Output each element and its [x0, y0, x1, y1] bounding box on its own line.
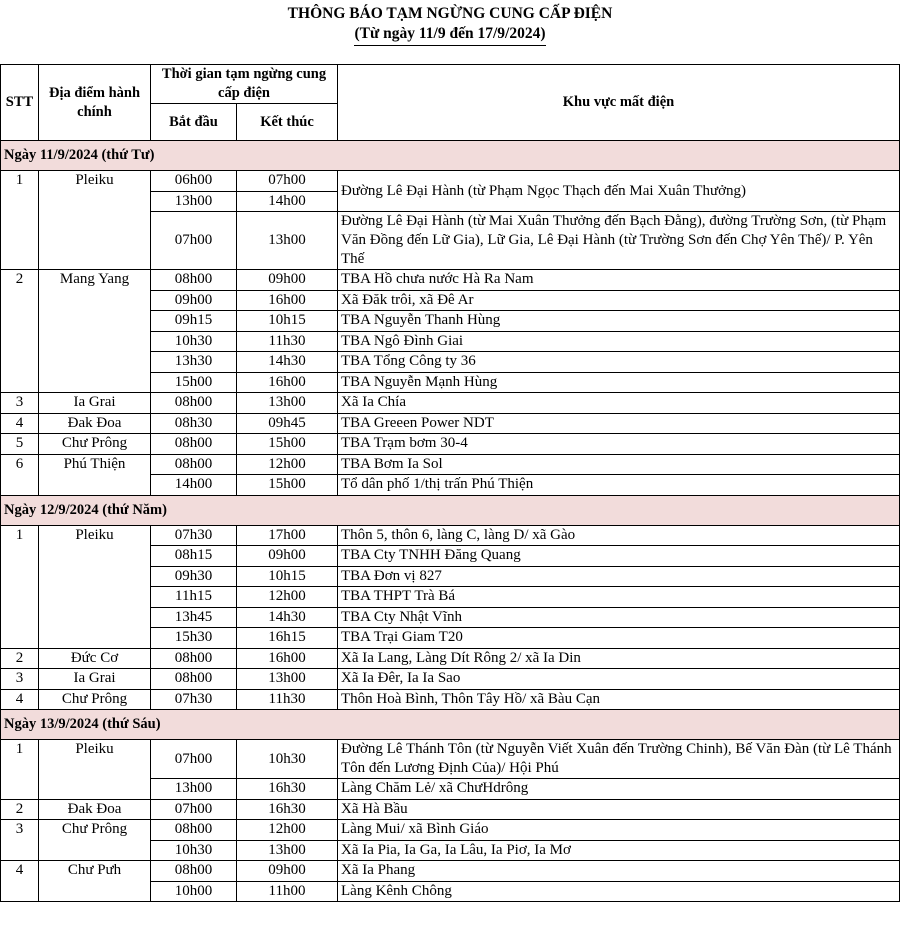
- stt-cell: 2: [1, 648, 39, 669]
- start-time-cell: 07h30: [151, 689, 237, 710]
- table-row: [1, 171, 900, 192]
- start-time-cell: 10h30: [151, 331, 237, 352]
- area-cell: Xã Đăk trôi, xã Đê Ar: [338, 290, 900, 311]
- area-cell: Xã Ia Chía: [338, 393, 900, 414]
- start-time-cell: 13h00: [151, 779, 237, 800]
- area-cell: TBA Nguyễn Thanh Hùng: [338, 311, 900, 332]
- end-time-cell: 12h00: [237, 587, 338, 608]
- end-time-cell: 09h00: [237, 270, 338, 291]
- start-time-cell: 13h30: [151, 352, 237, 373]
- end-time-cell: 16h30: [237, 799, 338, 820]
- schedule-body: [1, 141, 900, 902]
- header-end: Kết thúc: [237, 104, 338, 141]
- end-time-cell: 09h45: [237, 413, 338, 434]
- header-start: Bắt đầu: [151, 104, 237, 141]
- location-cell: Đak Đoa: [39, 799, 151, 820]
- table-row: [1, 799, 900, 820]
- location-cell: Chư Prông: [39, 820, 151, 861]
- table-row: [1, 820, 900, 841]
- end-time-cell: 14h30: [237, 607, 338, 628]
- start-time-cell: 08h30: [151, 413, 237, 434]
- end-time-cell: 13h00: [237, 669, 338, 690]
- end-time-cell: 10h15: [237, 566, 338, 587]
- area-cell: Xã Hà Bầu: [338, 799, 900, 820]
- area-cell: TBA Trại Giam T20: [338, 628, 900, 649]
- start-time-cell: 09h15: [151, 311, 237, 332]
- page-title: THÔNG BÁO TẠM NGỪNG CUNG CẤP ĐIỆN: [287, 5, 613, 22]
- header-time-group: Thời gian tạm ngừng cung cấp điện: [151, 65, 338, 104]
- end-time-cell: 13h00: [237, 212, 338, 270]
- start-time-cell: 11h15: [151, 587, 237, 608]
- end-time-cell: 14h30: [237, 352, 338, 373]
- end-time-cell: 09h00: [237, 546, 338, 567]
- location-cell: Ia Grai: [39, 669, 151, 690]
- start-time-cell: 15h00: [151, 372, 237, 393]
- stt-cell: 1: [1, 171, 39, 270]
- day-label: Ngày 12/9/2024 (thứ Năm): [1, 495, 900, 525]
- end-time-cell: 16h30: [237, 779, 338, 800]
- area-cell: TBA Đơn vị 827: [338, 566, 900, 587]
- table-row: [1, 689, 900, 710]
- location-cell: Đức Cơ: [39, 648, 151, 669]
- start-time-cell: 07h00: [151, 799, 237, 820]
- location-cell: Đak Đoa: [39, 413, 151, 434]
- area-cell: Xã Ia Pia, Ia Ga, Ia Lâu, Ia Piơ, Ia Mơ: [338, 840, 900, 861]
- end-time-cell: 10h30: [237, 740, 338, 779]
- start-time-cell: 07h00: [151, 740, 237, 779]
- header-location: Địa điểm hành chính: [39, 65, 151, 141]
- end-time-cell: 16h00: [237, 648, 338, 669]
- stt-cell: 3: [1, 820, 39, 861]
- area-cell: TBA Trạm bơm 30-4: [338, 434, 900, 455]
- location-cell: Pleiku: [39, 525, 151, 648]
- table-row: [1, 270, 900, 291]
- end-time-cell: 11h00: [237, 881, 338, 902]
- start-time-cell: 10h30: [151, 840, 237, 861]
- start-time-cell: 13h45: [151, 607, 237, 628]
- end-time-cell: 14h00: [237, 191, 338, 212]
- day-header-row: [1, 710, 900, 740]
- end-time-cell: 13h00: [237, 393, 338, 414]
- start-time-cell: 08h00: [151, 454, 237, 475]
- end-time-cell: 16h15: [237, 628, 338, 649]
- table-row: [1, 454, 900, 475]
- start-time-cell: 09h00: [151, 290, 237, 311]
- header-stt: STT: [1, 65, 39, 141]
- area-cell: Xã Ia Đêr, Ia Ia Sao: [338, 669, 900, 690]
- end-time-cell: 17h00: [237, 525, 338, 546]
- area-cell: Làng Kênh Chông: [338, 881, 900, 902]
- area-cell: Tổ dân phố 1/thị trấn Phú Thiện: [338, 475, 900, 496]
- start-time-cell: 06h00: [151, 171, 237, 192]
- location-cell: Chư Prông: [39, 689, 151, 710]
- table-row: [1, 648, 900, 669]
- location-cell: Phú Thiện: [39, 454, 151, 495]
- day-label: Ngày 11/9/2024 (thứ Tư): [1, 141, 900, 171]
- area-cell: TBA Cty TNHH Đăng Quang: [338, 546, 900, 567]
- stt-cell: 4: [1, 689, 39, 710]
- end-time-cell: 13h00: [237, 840, 338, 861]
- day-label: Ngày 13/9/2024 (thứ Sáu): [1, 710, 900, 740]
- area-cell: TBA Tổng Công ty 36: [338, 352, 900, 373]
- area-cell: TBA Greeen Power NDT: [338, 413, 900, 434]
- stt-cell: 3: [1, 669, 39, 690]
- end-time-cell: 09h00: [237, 861, 338, 882]
- start-time-cell: 08h00: [151, 648, 237, 669]
- area-cell: Làng Mui/ xã Bình Giáo: [338, 820, 900, 841]
- start-time-cell: 13h00: [151, 191, 237, 212]
- end-time-cell: 10h15: [237, 311, 338, 332]
- table-row: [1, 740, 900, 779]
- start-time-cell: 14h00: [151, 475, 237, 496]
- area-cell: Xã Ia Lang, Làng Dít Rông 2/ xã Ia Din: [338, 648, 900, 669]
- area-cell: Xã Ia Phang: [338, 861, 900, 882]
- location-cell: Ia Grai: [39, 393, 151, 414]
- outage-schedule-table: [0, 64, 900, 902]
- end-time-cell: 15h00: [237, 434, 338, 455]
- table-row: [1, 525, 900, 546]
- start-time-cell: 07h30: [151, 525, 237, 546]
- area-cell: Đường Lê Đại Hành (từ Mai Xuân Thưởng đến Bạch Đằng), đường Trường Sơn, (từ Phạm Văn Đồng đến Lữ Gia), Lữ Gia, Lê Đại Hành (từ Trường Sơn đến Chợ Yên Thế)/ P. Yên Thế: [338, 212, 900, 270]
- day-header-row: [1, 141, 900, 171]
- start-time-cell: 08h00: [151, 669, 237, 690]
- area-cell: Thôn Hoà Bình, Thôn Tây Hồ/ xã Bàu Cạn: [338, 689, 900, 710]
- stt-cell: 1: [1, 525, 39, 648]
- area-cell: TBA Nguyễn Mạnh Hùng: [338, 372, 900, 393]
- header-area: Khu vực mất điện: [338, 65, 900, 141]
- start-time-cell: 08h00: [151, 434, 237, 455]
- table-row: [1, 393, 900, 414]
- area-cell: Đường Lê Đại Hành (từ Phạm Ngọc Thạch đến Mai Xuân Thưởng): [338, 171, 900, 212]
- location-cell: Mang Yang: [39, 270, 151, 393]
- stt-cell: 2: [1, 270, 39, 393]
- table-row: [1, 861, 900, 882]
- area-cell: TBA THPT Trà Bá: [338, 587, 900, 608]
- end-time-cell: 16h00: [237, 372, 338, 393]
- end-time-cell: 16h00: [237, 290, 338, 311]
- start-time-cell: 09h30: [151, 566, 237, 587]
- start-time-cell: 15h30: [151, 628, 237, 649]
- area-cell: Làng Chăm Lẻ/ xã ChưHdrông: [338, 779, 900, 800]
- day-header-row: [1, 495, 900, 525]
- stt-cell: 1: [1, 740, 39, 800]
- area-cell: TBA Bơm Ia Sol: [338, 454, 900, 475]
- end-time-cell: 12h00: [237, 454, 338, 475]
- location-cell: Chư Prông: [39, 434, 151, 455]
- start-time-cell: 08h15: [151, 546, 237, 567]
- stt-cell: 3: [1, 393, 39, 414]
- start-time-cell: 07h00: [151, 212, 237, 270]
- area-cell: Đường Lê Thánh Tôn (từ Nguyễn Viết Xuân đến Trường Chinh), Bế Văn Đàn (từ Lê Thánh Tôn đến Lương Định Của)/ Hội Phú: [338, 740, 900, 779]
- start-time-cell: 08h00: [151, 820, 237, 841]
- stt-cell: 4: [1, 413, 39, 434]
- area-cell: TBA Ngô Đình Giai: [338, 331, 900, 352]
- start-time-cell: 08h00: [151, 393, 237, 414]
- page-subtitle: [0, 24, 900, 46]
- start-time-cell: 08h00: [151, 861, 237, 882]
- table-row: [1, 669, 900, 690]
- start-time-cell: 10h00: [151, 881, 237, 902]
- start-time-cell: 08h00: [151, 270, 237, 291]
- stt-cell: 4: [1, 861, 39, 902]
- location-cell: Chư Pưh: [39, 861, 151, 902]
- date-range: (Từ ngày 11/9 đến 17/9/2024): [354, 24, 545, 46]
- end-time-cell: 11h30: [237, 689, 338, 710]
- stt-cell: 2: [1, 799, 39, 820]
- area-cell: TBA Cty Nhật Vĩnh: [338, 607, 900, 628]
- location-cell: Pleiku: [39, 740, 151, 800]
- table-row: [1, 434, 900, 455]
- stt-cell: 6: [1, 454, 39, 495]
- area-cell: TBA Hồ chưa nước Hà Ra Nam: [338, 270, 900, 291]
- location-cell: Pleiku: [39, 171, 151, 270]
- table-row: [1, 413, 900, 434]
- end-time-cell: 12h00: [237, 820, 338, 841]
- stt-cell: 5: [1, 434, 39, 455]
- area-cell: Thôn 5, thôn 6, làng C, làng D/ xã Gào: [338, 525, 900, 546]
- end-time-cell: 11h30: [237, 331, 338, 352]
- end-time-cell: 15h00: [237, 475, 338, 496]
- end-time-cell: 07h00: [237, 171, 338, 192]
